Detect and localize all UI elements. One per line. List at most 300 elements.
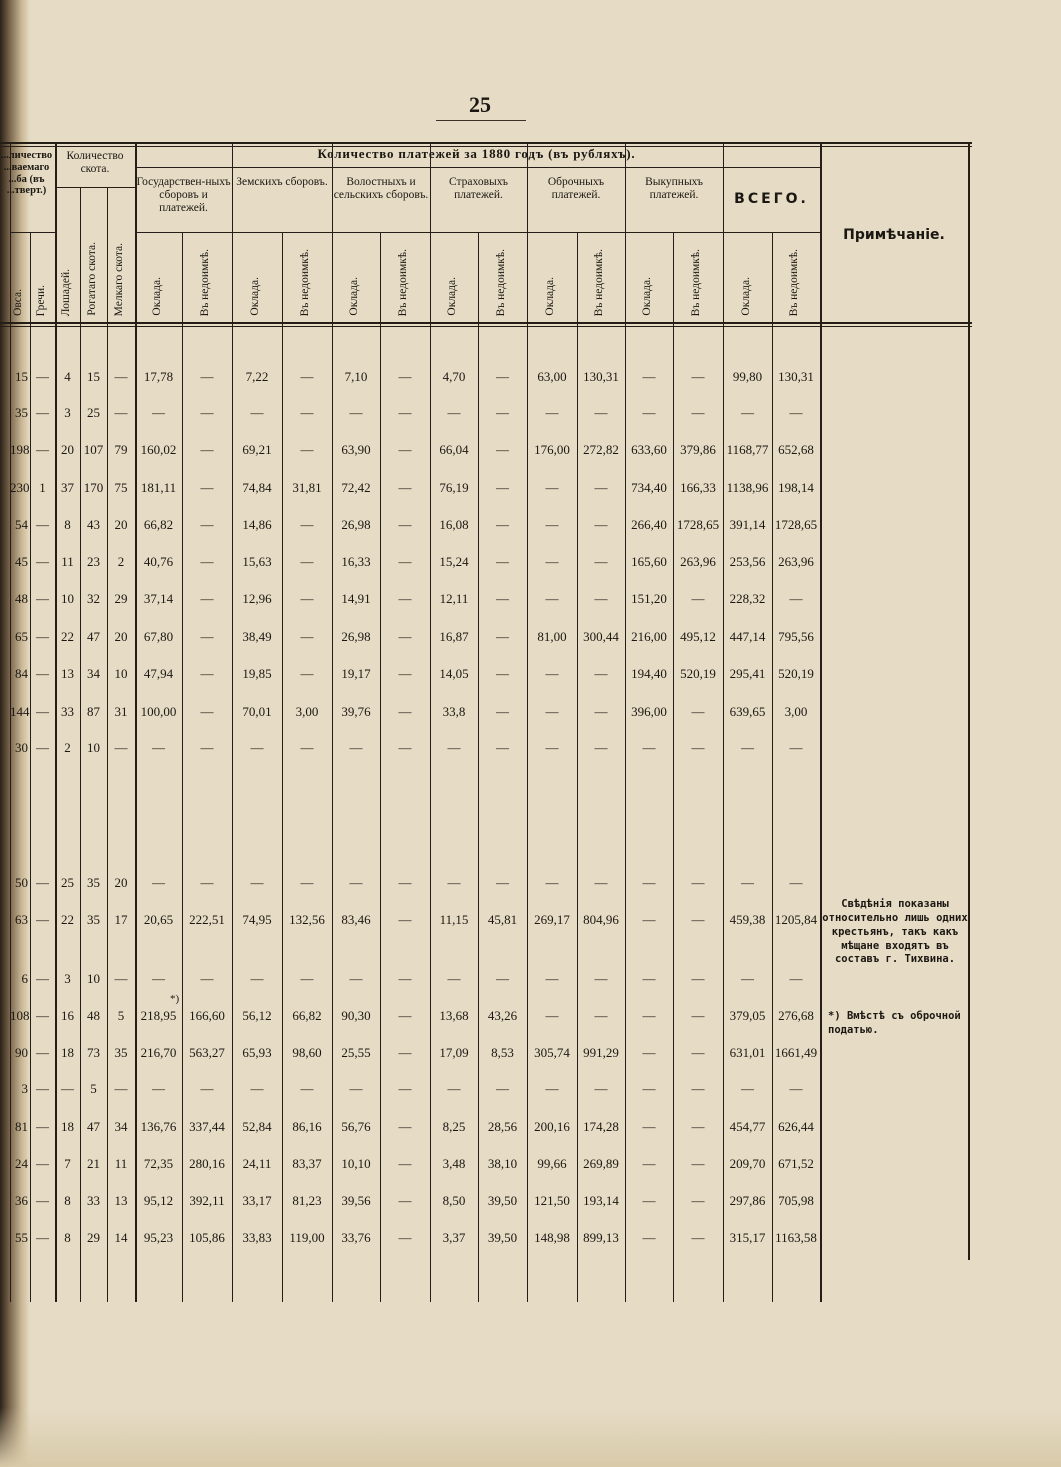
table-cell: — — [642, 1081, 656, 1096]
table-cell: 15,24 — [439, 554, 469, 569]
table-cell: 734,40 — [631, 480, 667, 495]
table-cell: 132,56 — [289, 912, 325, 927]
table-cell: 8,25 — [442, 1119, 466, 1134]
table-cell: — — [36, 666, 49, 681]
table-cell: 20 — [114, 629, 128, 644]
header-bottom-rule-2 — [0, 326, 972, 327]
table-cell: 95,23 — [143, 1230, 174, 1245]
table-cell: 454,77 — [729, 1119, 766, 1134]
oklada-header: Оклада. — [641, 277, 653, 316]
table-cell: 991,29 — [583, 1045, 619, 1060]
table-cell: 67,80 — [143, 629, 174, 644]
table-cell: — — [741, 1081, 754, 1096]
group-header-insurance: Страховыхъ платежей. — [448, 176, 509, 201]
table-cell: 121,50 — [534, 1193, 570, 1208]
column-rule — [478, 232, 479, 1302]
table-cell: 20 — [114, 875, 128, 890]
table-cell: — — [398, 1193, 412, 1208]
note-with-obrok-tax: *) Вмѣстѣ съ оброчной податью. — [828, 1010, 961, 1036]
table-cell: 43,26 — [487, 1008, 518, 1023]
table-cell: — — [789, 875, 803, 890]
table-cell: — — [789, 591, 803, 606]
table-cell: 17,09 — [439, 1045, 469, 1060]
table-cell: 32 — [87, 591, 100, 606]
table-cell: 6 — [21, 971, 28, 986]
table-cell: 639,65 — [729, 704, 766, 719]
table-cell: — — [398, 369, 412, 384]
oklada-header: Оклада. — [249, 277, 261, 316]
table-cell: — — [200, 517, 214, 532]
group-header-total: ВСЕГО. — [734, 191, 809, 207]
table-cell: 99,80 — [732, 369, 763, 384]
column-rule — [968, 142, 970, 1260]
table-cell: 18 — [61, 1119, 74, 1134]
table-cell: — — [691, 1081, 705, 1096]
table-cell: 83,37 — [292, 1156, 322, 1171]
table-cell: — — [447, 1081, 461, 1096]
table-cell: 39,56 — [341, 1193, 371, 1208]
table-cell: — — [250, 971, 264, 986]
table-cell: — — [152, 971, 165, 986]
table-cell: 174,28 — [583, 1119, 619, 1134]
table-cell: 79 — [114, 442, 128, 457]
table-cell: — — [691, 1230, 705, 1245]
table-cell: — — [300, 740, 314, 755]
table-cell: — — [300, 554, 314, 569]
table-cell: 25 — [61, 875, 74, 890]
nedoimka-header: Въ недоимкѣ. — [299, 248, 311, 316]
table-cell: 20 — [114, 517, 128, 532]
table-cell: — — [200, 369, 214, 384]
table-cell: — — [496, 629, 509, 644]
table-cell: 8 — [64, 1230, 71, 1245]
table-cell: 705,98 — [778, 1193, 814, 1208]
table-cell: 495,12 — [680, 629, 716, 644]
table-cell: 39,50 — [487, 1230, 518, 1245]
table-cell: 86,16 — [292, 1119, 322, 1134]
table-cell: — — [398, 704, 412, 719]
table-cell: 63 — [15, 912, 28, 927]
table-cell: 98,60 — [292, 1045, 322, 1060]
table-cell: 25,55 — [341, 1045, 371, 1060]
table-cell: — — [642, 1156, 656, 1171]
table-cell: 269,89 — [583, 1156, 619, 1171]
table-cell: 136,76 — [140, 1119, 177, 1134]
table-cell: 54 — [15, 517, 28, 532]
table-cell: — — [691, 1119, 705, 1134]
table-cell: 165,60 — [631, 554, 667, 569]
table-cell: 5 — [90, 1081, 97, 1096]
table-cell: 222,51 — [189, 912, 225, 927]
table-cell: 8 — [64, 517, 71, 532]
table-cell: 276,68 — [778, 1008, 814, 1023]
table-cell: 305,74 — [534, 1045, 570, 1060]
table-cell: — — [594, 591, 608, 606]
table-cell: 396,00 — [631, 704, 667, 719]
table-cell: — — [300, 517, 314, 532]
table-cell: — — [741, 875, 754, 890]
table-cell: — — [398, 912, 412, 927]
table-cell: — — [200, 629, 214, 644]
table-cell: 230 — [10, 480, 30, 495]
table-cell: — — [200, 405, 214, 420]
table-cell: — — [741, 405, 754, 420]
table-cell: — — [545, 971, 559, 986]
table-cell: 22 — [61, 912, 74, 927]
table-cell: 626,44 — [778, 1119, 814, 1134]
table-cell: 17,78 — [143, 369, 174, 384]
table-cell: — — [398, 591, 412, 606]
table-cell: 1661,49 — [774, 1045, 818, 1060]
table-cell: — — [398, 1230, 412, 1245]
table-cell: — — [642, 1008, 656, 1023]
table-cell: — — [200, 971, 214, 986]
table-cell: — — [36, 912, 49, 927]
table-cell: — — [789, 1081, 803, 1096]
table-cell: — — [642, 875, 656, 890]
table-cell: 35 — [15, 405, 28, 420]
table-cell: 151,20 — [631, 591, 667, 606]
table-cell: — — [114, 1081, 128, 1096]
table-cell: 16,08 — [439, 517, 469, 532]
table-cell: — — [496, 666, 509, 681]
table-cell: 18 — [61, 1045, 74, 1060]
table-cell: 33 — [61, 704, 74, 719]
table-cell: — — [300, 971, 314, 986]
group-header-zemstvo: Земскихъ сборовъ. — [236, 176, 328, 188]
table-cell: — — [300, 405, 314, 420]
table-cell: — — [36, 517, 49, 532]
table-cell: — — [250, 1081, 264, 1096]
table-cell: 130,31 — [778, 369, 814, 384]
table-cell: 15 — [15, 369, 28, 384]
table-cell: 29 — [114, 591, 128, 606]
table-cell: 1168,77 — [726, 442, 769, 457]
table-cell: — — [36, 1230, 49, 1245]
table-cell: — — [36, 442, 49, 457]
small-livestock-header: Мелкаго скота. — [113, 242, 125, 316]
table-cell: 90 — [15, 1045, 28, 1060]
table-cell: — — [642, 405, 656, 420]
table-cell: — — [691, 1193, 705, 1208]
table-cell: 81 — [15, 1119, 28, 1134]
table-cell: — — [691, 369, 705, 384]
table-cell: — — [447, 971, 461, 986]
table-cell: — — [300, 666, 314, 681]
table-cell: — — [594, 480, 608, 495]
table-cell: — — [398, 629, 412, 644]
table-cell: 33,76 — [341, 1230, 371, 1245]
table-cell: 45,81 — [487, 912, 518, 927]
table-cell: 3 — [64, 405, 71, 420]
table-cell: — — [36, 1156, 49, 1171]
table-cell: — — [114, 405, 128, 420]
table-cell: — — [152, 1081, 165, 1096]
table-cell: 39,76 — [341, 704, 371, 719]
table-cell: — — [114, 369, 128, 384]
table-cell: — — [545, 517, 559, 532]
table-cell: — — [250, 405, 264, 420]
table-cell: — — [594, 740, 608, 755]
table-cell: — — [594, 875, 608, 890]
table-cell: 23 — [87, 554, 100, 569]
table-cell: 216,70 — [140, 1045, 177, 1060]
table-cell: 520,19 — [680, 666, 716, 681]
oklada-header: Оклада. — [348, 277, 360, 316]
table-cell: 1728,65 — [676, 517, 720, 532]
table-cell: 66,04 — [439, 442, 469, 457]
table-cell: — — [398, 740, 412, 755]
table-cell: 160,02 — [140, 442, 177, 457]
table-cell: 3,48 — [442, 1156, 466, 1171]
table-cell: 198,14 — [778, 480, 814, 495]
table-cell: 24 — [15, 1156, 28, 1171]
table-cell: — — [545, 704, 559, 719]
table-cell: 13 — [61, 666, 74, 681]
table-cell: — — [496, 591, 509, 606]
column-rule — [380, 232, 381, 1302]
footnote-marker: *) — [170, 993, 180, 1005]
table-cell: 14,91 — [341, 591, 371, 606]
table-cell: — — [300, 629, 314, 644]
table-cell: 43 — [87, 517, 100, 532]
table-cell: 280,16 — [189, 1156, 225, 1171]
table-cell: 295,41 — [729, 666, 766, 681]
table-cell: 193,14 — [583, 1193, 619, 1208]
table-cell: — — [447, 875, 461, 890]
table-cell: 14,05 — [439, 666, 469, 681]
table-cell: — — [398, 1081, 412, 1096]
column-rule — [182, 232, 183, 1302]
table-cell: 22 — [61, 629, 74, 644]
table-cell: 100,00 — [140, 704, 177, 719]
table-cell: 218,95 — [140, 1008, 177, 1023]
column-rule — [673, 232, 674, 1302]
table-cell: — — [398, 971, 412, 986]
table-cell: 337,44 — [189, 1119, 225, 1134]
table-cell: 19,85 — [242, 666, 272, 681]
table-cell: 3,00 — [295, 704, 319, 719]
table-cell: — — [642, 1045, 656, 1060]
table-cell: 14 — [114, 1230, 128, 1245]
table-cell: — — [691, 1156, 705, 1171]
table-cell: — — [642, 369, 656, 384]
table-cell: 48 — [15, 591, 28, 606]
table-cell: 8,50 — [442, 1193, 466, 1208]
nedoimka-header: Въ недоимкѣ. — [593, 248, 605, 316]
table-cell: — — [398, 1156, 412, 1171]
table-cell: 47 — [87, 1119, 100, 1134]
table-cell: 198 — [10, 442, 30, 457]
table-cell: 95,12 — [143, 1193, 174, 1208]
table-cell: — — [36, 1045, 49, 1060]
column-rule — [577, 232, 578, 1302]
table-cell: 90,30 — [341, 1008, 371, 1023]
table-cell: 11,15 — [439, 912, 469, 927]
table-cell: 263,96 — [680, 554, 716, 569]
table-cell: 16 — [61, 1008, 74, 1023]
table-cell: 20 — [61, 442, 74, 457]
table-cell: 11 — [61, 554, 74, 569]
table-cell: 391,14 — [729, 517, 766, 532]
oklada-header: Оклада. — [740, 277, 752, 316]
table-cell: 3,37 — [442, 1230, 466, 1245]
table-cell: — — [398, 517, 412, 532]
nedoimka-header: Въ недоимкѣ. — [788, 248, 800, 316]
livestock-quantity-header: Количество скота. — [66, 150, 124, 175]
table-cell: — — [200, 591, 214, 606]
table-cell: — — [349, 971, 363, 986]
table-cell: 166,33 — [680, 480, 716, 495]
table-cell: 228,32 — [729, 591, 766, 606]
table-cell: — — [398, 405, 412, 420]
table-cell: 34 — [87, 666, 100, 681]
table-cell: — — [789, 740, 803, 755]
table-cell: 14,86 — [242, 517, 272, 532]
nedoimka-header: Въ недоимкѣ. — [495, 248, 507, 316]
table-cell: — — [642, 1119, 656, 1134]
table-cell: — — [250, 875, 264, 890]
notes-column-header: Примѣчаніе. — [843, 227, 945, 243]
table-cell: 76,19 — [439, 480, 469, 495]
table-cell: — — [398, 442, 412, 457]
group-header-volost: Волостныхъ и сельскихъ сборовъ. — [333, 176, 429, 201]
table-cell: 21 — [87, 1156, 100, 1171]
table-cell: 144 — [10, 704, 30, 719]
grain-quantity-header: ...личество ...ваемаго ...ба (въ ...тверт.) — [0, 150, 53, 197]
cattle-header: Рогатаго скота. — [86, 242, 98, 316]
table-cell: 253,56 — [729, 554, 766, 569]
table-cell: — — [398, 1008, 412, 1023]
table-cell: 69,21 — [242, 442, 272, 457]
table-cell: — — [349, 1081, 363, 1096]
table-cell: — — [152, 405, 165, 420]
table-cell: — — [200, 875, 214, 890]
table-cell: — — [200, 704, 214, 719]
table-cell: 99,66 — [537, 1156, 567, 1171]
table-cell: 33 — [87, 1193, 100, 1208]
table-cell: 74,95 — [242, 912, 272, 927]
table-cell: — — [200, 666, 214, 681]
table-cell: 37,14 — [143, 591, 174, 606]
table-cell: — — [594, 405, 608, 420]
table-cell: 379,05 — [729, 1008, 766, 1023]
table-cell: — — [398, 480, 412, 495]
table-cell: — — [300, 1081, 314, 1096]
column-rule — [30, 232, 31, 1302]
table-cell: — — [691, 704, 705, 719]
table-cell: — — [200, 740, 214, 755]
table-cell: 34 — [114, 1119, 128, 1134]
table-cell: 379,86 — [680, 442, 716, 457]
table-cell: — — [496, 740, 509, 755]
table-cell: — — [496, 480, 509, 495]
table-cell: 5 — [117, 1008, 125, 1023]
table-cell: — — [36, 405, 49, 420]
table-cell: — — [349, 405, 363, 420]
table-cell: 15,63 — [242, 554, 272, 569]
table-cell: 50 — [15, 875, 28, 890]
table-cell: 72,35 — [143, 1156, 174, 1171]
table-cell: 81,23 — [292, 1193, 322, 1208]
table-cell: 105,86 — [189, 1230, 225, 1245]
table-cell: 8 — [64, 1193, 71, 1208]
title-underline — [135, 167, 820, 168]
table-cell: 16,87 — [439, 629, 469, 644]
table-cell: — — [496, 554, 509, 569]
table-cell: — — [642, 740, 656, 755]
table-cell: — — [741, 971, 754, 986]
table-cell: 19,17 — [341, 666, 371, 681]
table-cell: 48 — [87, 1008, 100, 1023]
table-cell: — — [545, 1081, 559, 1096]
page-number-underline — [436, 120, 526, 121]
table-cell: 47,94 — [143, 666, 174, 681]
table-cell: 459,38 — [729, 912, 766, 927]
table-cell: — — [545, 480, 559, 495]
table-cell: 119,00 — [289, 1230, 325, 1245]
table-cell: 56,76 — [341, 1119, 371, 1134]
table-cell: 17 — [114, 912, 128, 927]
table-cell: 33,8 — [442, 704, 466, 719]
table-cell: — — [114, 971, 128, 986]
table-cell: — — [349, 875, 363, 890]
table-cell: — — [691, 1008, 705, 1023]
table-cell: 20,65 — [143, 912, 174, 927]
table-cell: — — [594, 1081, 608, 1096]
table-cell: 15 — [87, 369, 100, 384]
table-cell: 1163,58 — [775, 1230, 817, 1245]
table-cell: — — [398, 875, 412, 890]
table-cell: — — [691, 875, 705, 890]
table-cell: 66,82 — [292, 1008, 322, 1023]
table-cell: — — [36, 554, 49, 569]
nedoimka-header: Въ недоимкѣ. — [690, 248, 702, 316]
table-cell: 652,68 — [778, 442, 814, 457]
table-cell: 38,10 — [487, 1156, 518, 1171]
table-cell: — — [300, 591, 314, 606]
table-cell: 2 — [64, 740, 71, 755]
note-peasants-only: Свѣдѣнія показаны относительно лишь одних крестьянъ, такъ какъ мѣщане входятъ въ составъ г. Тихвина. — [822, 898, 968, 966]
table-cell: 3 — [64, 971, 71, 986]
table-cell: — — [200, 1081, 214, 1096]
table-cell: — — [741, 740, 754, 755]
table-cell: 107 — [83, 442, 104, 457]
table-cell: 81,00 — [537, 629, 567, 644]
table-cell: 266,40 — [631, 517, 667, 532]
table-cell: 300,44 — [583, 629, 619, 644]
oklada-header: Оклада. — [446, 277, 458, 316]
table-cell: 12,11 — [439, 591, 469, 606]
table-cell: 671,52 — [778, 1156, 814, 1171]
table-cell: — — [496, 875, 509, 890]
table-cell: 899,13 — [583, 1230, 619, 1245]
nedoimka-header: Въ недоимкѣ. — [199, 248, 211, 316]
table-cell: 520,19 — [778, 666, 814, 681]
table-cell: 633,60 — [631, 442, 667, 457]
table-cell: — — [398, 554, 412, 569]
table-cell: 28,56 — [487, 1119, 518, 1134]
table-cell: 66,82 — [143, 517, 174, 532]
table-cell: 272,82 — [583, 442, 619, 457]
table-cell: 75 — [114, 480, 128, 495]
table-cell: — — [300, 369, 314, 384]
table-cell: — — [36, 704, 49, 719]
table-cell: 65 — [15, 629, 28, 644]
table-cell: 1 — [39, 480, 46, 495]
column-rule — [820, 142, 822, 1302]
table-cell: 216,00 — [631, 629, 667, 644]
